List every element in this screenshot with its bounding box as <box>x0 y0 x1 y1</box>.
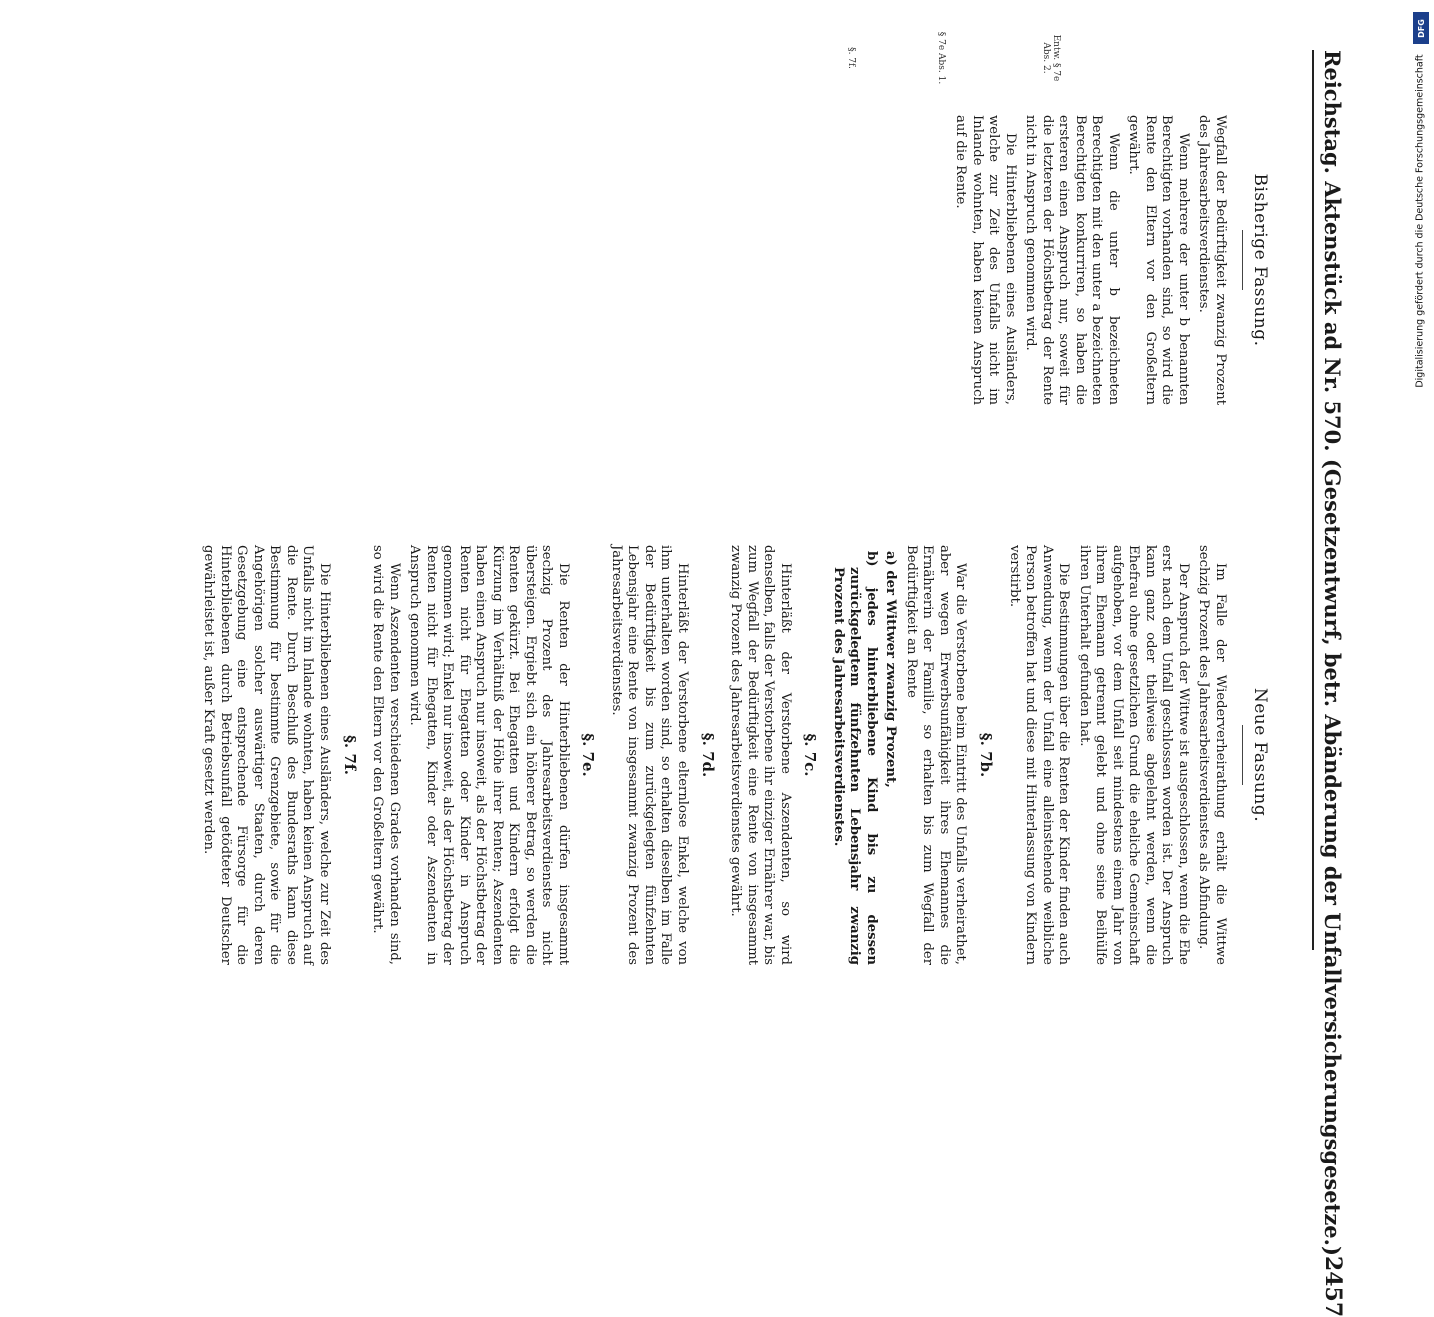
left-column <box>948 115 1270 405</box>
page-number: 2457 <box>1320 1255 1346 1317</box>
dfg-notice: Digitalisierung gefördert durch die Deutsche Forschungsgemeinschaft <box>1414 54 1426 388</box>
paragraph: Im Falle der Wiederverheirathung erhält die Wittwe sechzig Prozent des Jahresarbeitsverdienstes als Abfindung. <box>1196 545 1228 965</box>
margin-note: § 7e Abs. 1. <box>936 31 946 85</box>
dfg-strip <box>1412 6 1432 392</box>
section-heading: §. 7d. <box>698 732 717 778</box>
paragraph: Wenn die unter b bezeichneten Berechtigten mit den unter a bezeichneten Berechtigten konkurriren, so haben die ersteren einen Anspruch nur, soweit für die letzteren der Höchstbetrag der Rente nicht in Anspruch genommen wird. <box>1023 115 1121 405</box>
paragraph: Die Bestimmungen über die Renten der Kinder finden auch Anwendung, wenn der Unfall eine alleinstehende weibliche Person betroffen hat und diese mit Hinterlassung von Kindern verstirbt. <box>1006 545 1072 965</box>
dfg-logo: DFG <box>1413 12 1429 44</box>
margin-note: Entw. § 7e Abs. 2. <box>1041 34 1061 82</box>
paragraph: War die Verstorbene beim Eintritt des Unfalls verheirathet, aber wegen Erwerbsunfähigkeit ihres Ehemannes die Ernährerin der Familie, so erhalten bis zum Wegfall der Bedürftigkeit an Rente <box>904 545 969 965</box>
page-header <box>1312 50 1352 1317</box>
list-item: a) der Wittwer zwanzig Prozent, <box>883 551 899 788</box>
paragraph: Die Hinterbliebenen eines Ausländers, welche zur Zeit des Unfalls nicht im Inlande wohnten, haben keinen Anspruch auf die Rente. Durch Beschluß des Bundesraths kann diese Bestimmung für bestimmte Grenzgebiete, sowie für die Angehörigen solcher auswärtiger Staaten, durch deren Gesetzgebung eine entsprechende Fürsorge für die Hinterbliebenen durch Betriebsunfall getödteter Deutscher gewährleistet ist, außer Kraft gesetzt werden. <box>201 545 332 965</box>
section-heading: §. 7f. <box>340 735 359 775</box>
paragraph: Hinterläßt der Verstorbene elternlose Enkel, welche von ihm unterhalten worden sind, so erhalten dieselben im Falle der Bedürftigkeit bis zum zurückgelegten fünfzehnten Lebensjahr eine Rente von insgesammt zwanzig Prozent des Jahresarbeitsverdienstes. <box>609 545 690 965</box>
paragraph: Der Anspruch der Wittwe ist ausgeschlossen, wenn die Ehe erst nach dem Unfall geschlossen worden ist. Der Anspruch kann ganz oder theilweise abgelehnt werden, wenn die Ehefrau ohne gesetzlichen Grund die eheliche Gemeinschaft aufgehoben, vor dem Unfall seit mindestens einem Jahr von ihrem Ehemann getrennt gelebt und ohne seine Beihülfe ihren Unterhalt gefunden hat. <box>1076 545 1191 965</box>
section-heading: §. 7c. <box>801 733 820 777</box>
right-column <box>196 545 1270 965</box>
paragraph: Wenn mehrere der unter b benannten Berechtigten vorhanden sind, so wird die Rente den Eltern vor den Großeltern gewährt. <box>1126 115 1191 405</box>
header-title: Reichstag. Aktenstück ad Nr. 570. (Gesetzentwurf, betr. Abänderung der Unfallversicherungsgesetze.) <box>1320 50 1345 1256</box>
list-item: b) jedes hinterbliebene Kind bis zu dessen zurückgelegtem fünfzehnten Lebensjahr zwanzig Prozent des Jahresarbeitsverdienstes. <box>831 551 879 965</box>
left-column-heading: Bisherige Fassung. <box>1242 115 1270 405</box>
paragraph: Wenn Aszendenten verschiedenen Grades vorhanden sind, so wird die Rente den Eltern vor den Großeltern gewährt. <box>370 545 402 965</box>
paragraph: Hinterläßt der Verstorbene Aszendenten, so wird denselben, falls der Verstorbene ihr einziger Ernährer war, bis zum Wegfall der Bedürftigkeit eine Rente von insgesammt zwanzig Prozent des Jahresarbeitsverdienstes gewährt. <box>728 545 793 965</box>
document-page <box>0 20 1390 1317</box>
section-heading: §. 7e. <box>579 733 598 777</box>
section-heading: §. 7b. <box>977 732 996 778</box>
paragraph: Die Hinterbliebenen eines Ausländers, welche zur Zeit des Unfalls nicht im Inlande wohnten, haben keinen Anspruch auf die Rente. <box>953 115 1018 405</box>
right-column-heading: Neue Fassung. <box>1242 545 1270 965</box>
paragraph: Die Renten der Hinterbliebenen dürfen insgesammt sechzig Prozent des Jahresarbeitsverdienstes nicht übersteigen. Ergiebt sich ein höherer Betrag, so werden die Renten gekürzt. Bei Ehegatten und Kindern erfolgt die Kürzung im Verhältniß der Höhe ihrer Renten; Aszendenten haben einen Anspruch nur insoweit, als der Höchstbetrag der Renten nicht für Ehegatten oder Kinder in Anspruch genommen wird; Enkel nur insoweit, als der Höchstbetrag der Renten nicht für Ehegatten, Kinder oder Aszendenten in Anspruch genommen wird. <box>407 545 571 965</box>
right-column-body <box>200 545 1228 965</box>
margin-note: §. 7f. <box>846 47 856 69</box>
paragraph: Wegfall der Bedürftigkeit zwanzig Prozent des Jahresarbeitsverdienstes. <box>1196 115 1228 405</box>
